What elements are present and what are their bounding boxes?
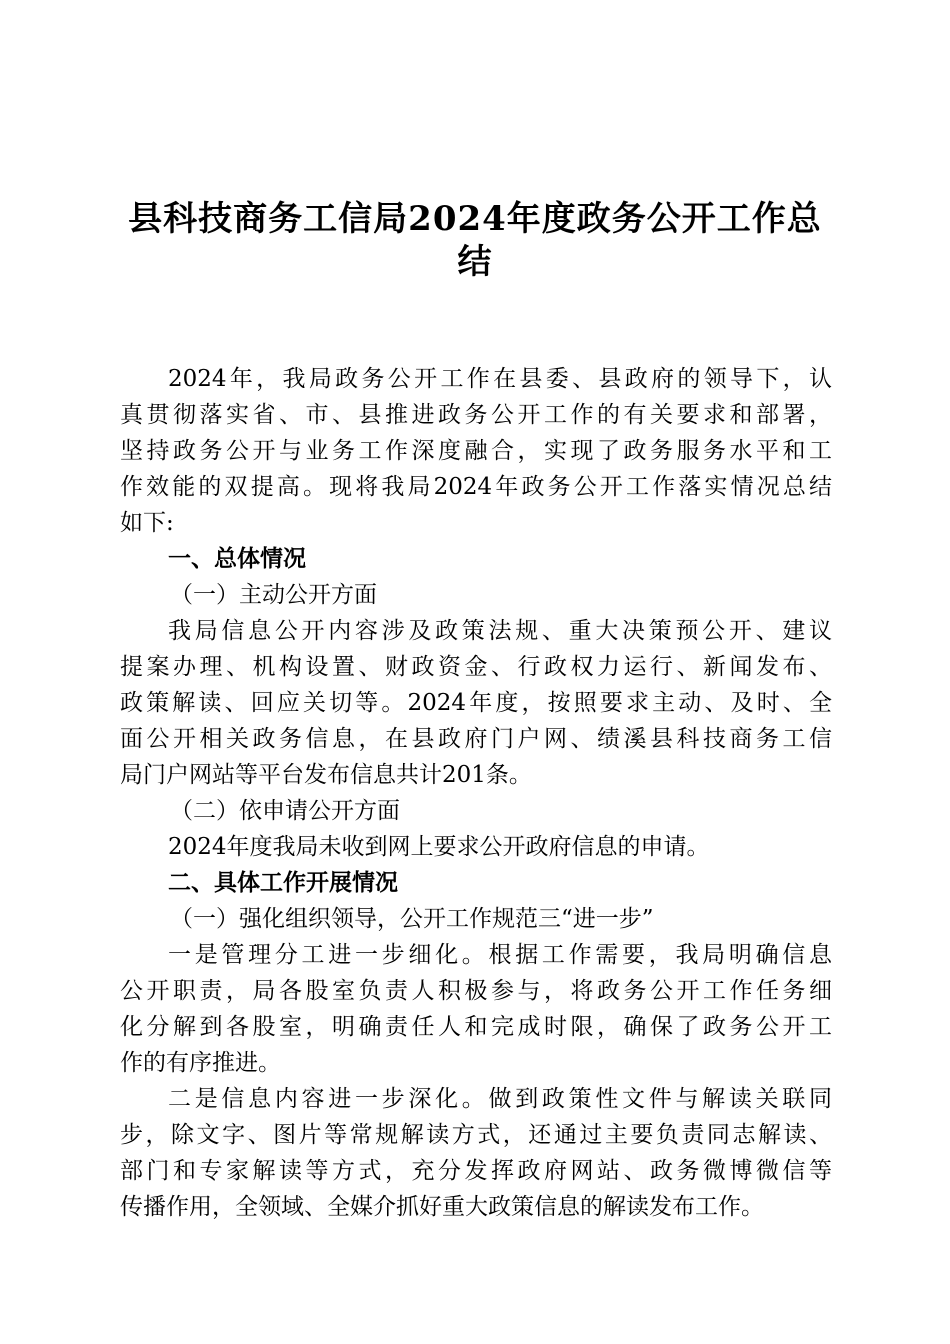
body-line: 作的有序推进。 [120, 1050, 281, 1076]
body-line: 化分解到各股室，明确责任人和完成时限，确保了政务公开工 [120, 1014, 832, 1040]
body-line: 我局信息公开内容涉及政策法规、重大决策预公开、建议 [168, 618, 832, 644]
intro-line: 2024年，我局政务公开工作在县委、县政府的领导下，认 [168, 366, 832, 392]
subheading-proactive-disclosure: （一）主动公开方面 [170, 582, 377, 608]
document-title-line-1: 县科技商务工信局2024年度政务公开工作总 [128, 199, 822, 239]
section-heading-overview: 一、总体情况 [168, 546, 306, 572]
intro-line: 坚持政务公开与业务工作深度融合，实现了政务服务水平和工 [120, 438, 832, 464]
intro-line: 作效能的双提高。现将我局2024年政务公开工作落实情况总结 [120, 474, 832, 500]
body-line: 公开职责，局各股室负责人积极参与，将政务公开工作任务细 [120, 978, 832, 1004]
document-title-line-2: 结 [457, 242, 493, 282]
body-line: 2024年度我局未收到网上要求公开政府信息的申请。 [168, 834, 710, 860]
body-line: 政策解读、回应关切等。2024年度，按照要求主动、及时、全 [120, 690, 832, 716]
body-line: 部门和专家解读等方式，充分发挥政府网站、政务微博微信等 [120, 1158, 832, 1184]
body-line: 面公开相关政务信息，在县政府门户网、绩溪县科技商务工信 [120, 726, 832, 752]
intro-line: 如下: [120, 510, 174, 536]
subheading-application-disclosure: （二）依申请公开方面 [170, 798, 400, 824]
body-line: 一是管理分工进一步细化。根据工作需要，我局明确信息 [168, 942, 832, 968]
section-heading-work-details: 二、具体工作开展情况 [168, 870, 398, 896]
subheading-organization-leadership: （一）强化组织领导，公开工作规范三“进一步” [170, 906, 654, 932]
body-line: 提案办理、机构设置、财政资金、行政权力运行、新闻发布、 [120, 654, 832, 680]
body-line: 二是信息内容进一步深化。做到政策性文件与解读关联同 [168, 1086, 832, 1112]
intro-line: 真贯彻落实省、市、县推进政务公开工作的有关要求和部署， [120, 402, 832, 428]
body-line: 步，除文字、图片等常规解读方式，还通过主要负责同志解读、 [120, 1122, 832, 1148]
body-line: 传播作用，全领域、全媒介抓好重大政策信息的解读发布工作。 [120, 1194, 764, 1220]
body-line: 局门户网站等平台发布信息共计201条。 [120, 762, 532, 788]
